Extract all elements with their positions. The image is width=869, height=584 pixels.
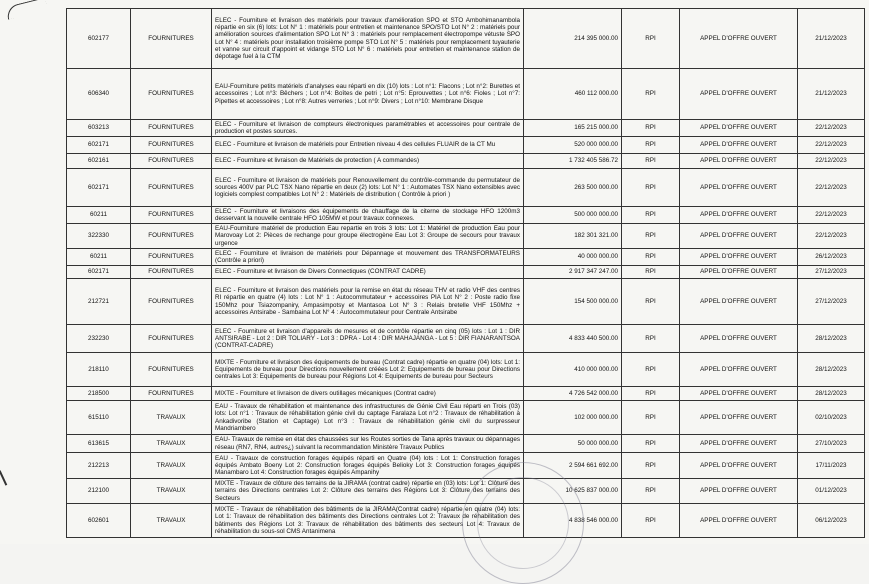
procurement-mode: APPEL D'OFFRE OUVERT [680,154,798,169]
funding-source: RPI [622,207,680,224]
table-row [67,224,865,249]
amount-cell: 102 000 000.00 [524,401,622,435]
nature-cell: TRAVAUX [131,435,212,453]
funding-source: RPI [622,137,680,154]
date-cell: 22/12/2023 [798,207,865,224]
nature-cell: FOURNITURES [131,69,212,120]
nature-cell: FOURNITURES [131,207,212,224]
procurement-mode: APPEL D'OFFRE OUVERT [680,266,798,279]
table-body [67,9,865,538]
account-code: 603213 [67,120,131,137]
margin-pen-mark [0,470,7,485]
procurement-mode: APPEL D'OFFRE OUVERT [680,387,798,401]
amount-cell: 2 917 347 247.00 [524,266,622,279]
date-cell: 01/12/2023 [798,479,865,504]
date-cell: 17/11/2023 [798,453,865,479]
object-description: ELEC - Fourniture et livraison de matériels pour Renouvellement du contrôle-commande du permutateur de sources 400V par PLC TSX Nano répartie en deux (2) lots: Lot N° 1 : Automates TSX Nano extensibles avec logiciels complest compatibles Lot N° 2 : Matériels de distribution ( Contrôle à priori ) [212,169,524,207]
nature-cell: FOURNITURES [131,266,212,279]
account-code: 602161 [67,154,131,169]
date-cell: 22/12/2023 [798,169,865,207]
amount-cell: 4 833 440 500.00 [524,325,622,353]
table-row [67,453,865,479]
date-cell: 27/12/2023 [798,279,865,325]
table-row [67,279,865,325]
procurement-mode: APPEL D'OFFRE OUVERT [680,504,798,538]
date-cell: 22/12/2023 [798,137,865,154]
account-code: 602177 [67,9,131,69]
date-cell: 02/10/2023 [798,401,865,435]
object-description: EAU-Fourniture matériel de production Eau repartie en trois 3 lots: Lot 1: Matériel de production Eau pour Marovoay Lot 2: Pièces de rechange pour groupe électrogène Eau Lot 3: Groupe de secours pour travaux urgence [212,224,524,249]
funding-source: RPI [622,224,680,249]
account-code: 212721 [67,279,131,325]
account-code: 322330 [67,224,131,249]
amount-cell: 2 594 661 692.00 [524,453,622,479]
account-code: 232230 [67,325,131,353]
nature-cell: FOURNITURES [131,169,212,207]
date-cell: 28/12/2023 [798,387,865,401]
nature-cell: FOURNITURES [131,325,212,353]
object-description: EAU-Fourniture petits matériels d'analyses eau réparti en dix (10) lots : Lot n°1: Flacons ; Lot n°2: Burettes et accessoires ; Lot n°3: Bêchers ; Lot n°4: Boîtes de petri ; Lot n°5: Eprouvettes ; Lot n°6: Fioles ; Lot n°7: Pipettes et accessoires ; Lot n°8: Autres verreries ; Lot n°9: Divers ; Lot n°10: Membrane Disque [212,69,524,120]
date-cell: 27/12/2023 [798,266,865,279]
procurement-mode: APPEL D'OFFRE OUVERT [680,120,798,137]
funding-source: RPI [622,453,680,479]
funding-source: RPI [622,504,680,538]
funding-source: RPI [622,249,680,266]
object-description: ELEC - Fourniture et livraison de Divers Connectiques (CONTRAT CADRE) [212,266,524,279]
funding-source: RPI [622,401,680,435]
funding-source: RPI [622,169,680,207]
procurement-mode: APPEL D'OFFRE OUVERT [680,169,798,207]
object-description: MIXTE - Fourniture et livraison des équipements de bureau (Contrat cadre) répartie en quatre (04) lots: Lot 1: Equipements de bureau pour Directions nouvellement créées Lot 2: Equipements de bureau pour Directions centrales Lot 3: Equipements de bureau pour Régions Lot 4: Equipements de bureau pour Secteurs [212,353,524,387]
amount-cell: 182 301 321.00 [524,224,622,249]
account-code: 602601 [67,504,131,538]
object-description: ELEC - Fourniture et livraison d'appareils de mesures et de contrôle répartie en cinq (05) lots : Lot 1 : DIR ANTSIRABE - Lot 2 : DIR TOLIARY - Lot 3 : DPRA - Lot 4 : DIR MAHAJANGA - Lot 5 : DIR FIANARANTSOA (CONTRAT-CADRE) [212,325,524,353]
funding-source: RPI [622,154,680,169]
nature-cell: FOURNITURES [131,224,212,249]
table-row [67,207,865,224]
nature-cell: FOURNITURES [131,279,212,325]
object-description: ELEC - Fourniture et livraison des matériels pour la remise en état du réseau THV et radio VHF des centres RI répartie en quatre (4) lots : Lot N° 1 : Autocommutateur + accessoires PIA Lot N° 2 : Poste radio fixe 150Mhz pour Tsiazompaniry, Ampasimpotsy et Mantasoa Lot N° 3 : Relais bretelle VHF 150Mhz + accessoires Antsirabe - Sambaina Lot N° 4 : Autocommutateur pour Centrale Antsirabe [212,279,524,325]
funding-source: RPI [622,435,680,453]
amount-cell: 214 395 000.00 [524,9,622,69]
procurement-mode: APPEL D'OFFRE OUVERT [680,401,798,435]
account-code: 613615 [67,435,131,453]
amount-cell: 154 500 000.00 [524,279,622,325]
date-cell: 28/12/2023 [798,353,865,387]
funding-source: RPI [622,325,680,353]
date-cell: 28/12/2023 [798,325,865,353]
date-cell: 21/12/2023 [798,9,865,69]
nature-cell: TRAVAUX [131,401,212,435]
funding-source: RPI [622,69,680,120]
object-description: EAU - Travaux de construction forages équipés réparti en Quatre (04) lots : Lot 1: Construction forages équipés Ambato Boeny Lot 2: Construction forages équipés Belioky Lot 3: Construction forages équipés Manambaro Lot 4: Construction forages équipés Ampanihy [212,453,524,479]
object-description: MIXTE - Fourniture et livraison de divers outillages mécaniques (Contrat cadre) [212,387,524,401]
account-code: 615110 [67,401,131,435]
amount-cell: 500 000 000.00 [524,207,622,224]
official-stamp [462,462,584,584]
object-description: MIXTE - Travaux de réhabilitation des bâtiments de la JIRAMA(Contrat cadre) répartie en quatre (04) lots: Lot 1: Travaux de réhabilitation des bâtiments des Directions centrales Lot 2: Travaux de réhabilitation des bâtiments des Régions Lot 3: Travaux de réhabilitation des bâtiments des secteurs Lot 4: Travaux de réhabilitation du sous-sol CMS Antanimena [212,504,524,538]
table-row [67,353,865,387]
funding-source: RPI [622,266,680,279]
procurement-table [66,8,865,538]
object-description: MIXTE - Travaux de clôture des terrains de la JIRAMA (contrat cadre) répartie en (03) lots: Lot 1: Clôture des terrains des Directions centrales Lot 2: Clôture des terrains des Régions Lot 3: Clôture des terrains des Secteurs [212,479,524,504]
amount-cell: 40 000 000.00 [524,249,622,266]
table-row [67,387,865,401]
table-row [67,154,865,169]
account-code: 212213 [67,453,131,479]
table-row [67,69,865,120]
amount-cell: 4 726 542 000.00 [524,387,622,401]
table-row [67,266,865,279]
object-description: ELEC - Fourniture et livraisons des équipements de chauffage de la citerne de stockage HFO 1200m3 desservant la nouvelle centrale HFO 105MW et pour travaux connexes. [212,207,524,224]
table-row [67,120,865,137]
procurement-mode: APPEL D'OFFRE OUVERT [680,325,798,353]
account-code: 606340 [67,69,131,120]
procurement-mode: APPEL D'OFFRE OUVERT [680,453,798,479]
date-cell: 22/12/2023 [798,120,865,137]
funding-source: RPI [622,279,680,325]
account-code: 60211 [67,249,131,266]
object-description: EAU - Travaux de réhabilitation et maintenance des infrastructures de Génie Civil Eau réparti en Trois (03) lots: Lot n°1 : Travaux de réhabilitation génie civil du captage Faralaza Lot n°2 : Travaux de réhabilitation à Ankadivoribe (Station et Captage) Lot n°3 : Travaux de réhabilitation génie civil du surpresseur Mandriambero [212,401,524,435]
amount-cell: 263 500 000.00 [524,169,622,207]
table-row [67,249,865,266]
nature-cell: FOURNITURES [131,137,212,154]
amount-cell: 165 215 000.00 [524,120,622,137]
amount-cell: 50 000 000.00 [524,435,622,453]
procurement-mode: APPEL D'OFFRE OUVERT [680,207,798,224]
procurement-mode: APPEL D'OFFRE OUVERT [680,224,798,249]
date-cell: 06/12/2023 [798,504,865,538]
object-description: EAU- Travaux de remise en état des chaussées sur les Routes sorties de Tana après travaux ou dépannages réseau (RN7, RN4, autres¿) suivant la recommandation Ministère Travaux Publics [212,435,524,453]
amount-cell: 410 000 000.00 [524,353,622,387]
funding-source: RPI [622,479,680,504]
procurement-mode: APPEL D'OFFRE OUVERT [680,435,798,453]
procurement-mode: APPEL D'OFFRE OUVERT [680,279,798,325]
account-code: 218500 [67,387,131,401]
scan-corner-mark [5,0,48,20]
funding-source: RPI [622,353,680,387]
date-cell: 22/12/2023 [798,154,865,169]
table-row [67,137,865,154]
nature-cell: FOURNITURES [131,387,212,401]
nature-cell: TRAVAUX [131,504,212,538]
object-description: ELEC - Fourniture et livraison de compteurs électroniques paramétrables et accessoires pour centrale de production et postes sources. [212,120,524,137]
account-code: 602171 [67,169,131,207]
account-code: 602171 [67,266,131,279]
nature-cell: FOURNITURES [131,120,212,137]
table-row [67,9,865,69]
date-cell: 26/12/2023 [798,249,865,266]
date-cell: 21/12/2023 [798,69,865,120]
table-row [67,325,865,353]
amount-cell: 1 732 405 586.72 [524,154,622,169]
date-cell: 27/10/2023 [798,435,865,453]
account-code: 218110 [67,353,131,387]
amount-cell: 460 112 000.00 [524,69,622,120]
object-description: ELEC - Fourniture et livraison de Matériels de protection ( A commandes) [212,154,524,169]
object-description: ELEC - Fourniture et livraison des matériels pour travaux d'amélioration SPO et STO Ambohimanambola répartie en six (6) lots: Lot N° 1 : matériels pour entretien et maintenance SPO/STO Lot N° 2 : matériels pour amélioration sources d'alimentation SPO Lot N° 3 : matériels pour remplacement électropompe vétuste SPO Lot N° 4 : matériels pour installation troisième pompe STO Lot N° 5 : matériels pour remplacement tuyauterie et vanne sur circuit d'appoint et vidange STO Lot N° 6 : matériels pour entretien et maintenance station de dépotage fuel à la CTM [212,9,524,69]
funding-source: RPI [622,9,680,69]
account-code: 602171 [67,137,131,154]
nature-cell: TRAVAUX [131,479,212,504]
amount-cell: 10 625 837 000.00 [524,479,622,504]
nature-cell: FOURNITURES [131,249,212,266]
object-description: ELEC - Fourniture et livraison de matériels pour Dépannage et mouvement des TRANSFORMATEURS (Contrôle a priori) [212,249,524,266]
amount-cell: 4 838 546 000.00 [524,504,622,538]
table-row [67,169,865,207]
nature-cell: FOURNITURES [131,9,212,69]
procurement-mode: APPEL D'OFFRE OUVERT [680,137,798,154]
procurement-mode: APPEL D'OFFRE OUVERT [680,353,798,387]
nature-cell: FOURNITURES [131,154,212,169]
procurement-mode: APPEL D'OFFRE OUVERT [680,479,798,504]
object-description: ELEC - Fourniture et livraison de matériels pour Entretien niveau 4 des cellules FLUAIR de la CT Mu [212,137,524,154]
funding-source: RPI [622,120,680,137]
nature-cell: TRAVAUX [131,453,212,479]
table-row [67,435,865,453]
procurement-mode: APPEL D'OFFRE OUVERT [680,249,798,266]
account-code: 60211 [67,207,131,224]
procurement-mode: APPEL D'OFFRE OUVERT [680,69,798,120]
nature-cell: FOURNITURES [131,353,212,387]
date-cell: 22/12/2023 [798,224,865,249]
table-row [67,401,865,435]
funding-source: RPI [622,387,680,401]
account-code: 212100 [67,479,131,504]
amount-cell: 520 000 000.00 [524,137,622,154]
procurement-mode: APPEL D'OFFRE OUVERT [680,9,798,69]
